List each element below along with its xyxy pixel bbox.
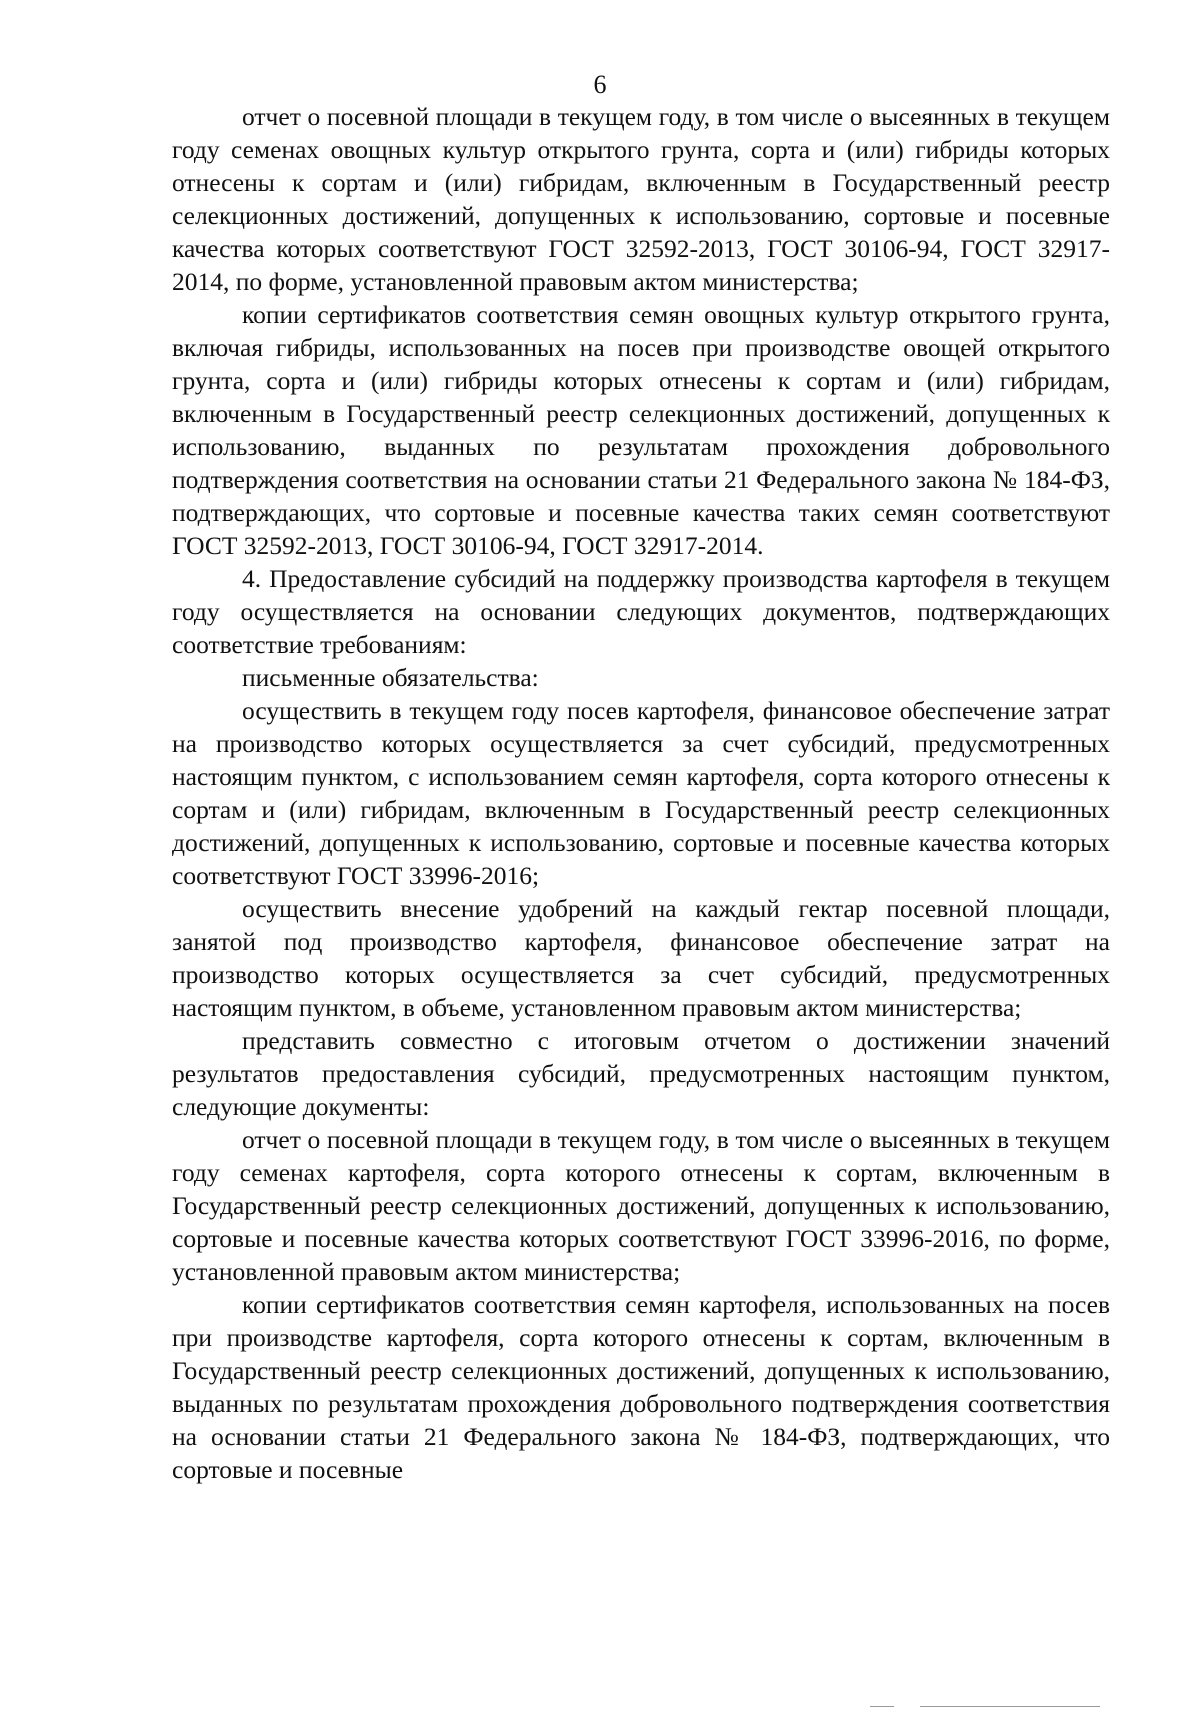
paragraph-certificates-vegetables: копии сертификатов соответствия семян овощных культур открытого грунта, включая гибриды, использованных на посев при производстве овощей открытого грунта, сорта и (или) гибриды которых отнесены к сортам и (или) гибридам, включенным в Государственный реестр селекционных достижений, допущенных к использованию, выданных по результатам прохождения добровольного подтверждения соответствия на основании статьи 21 Федерального закона № 184-ФЗ, подтверждающих, что сортовые и посевные качества таких семян соответствуют ГОСТ 32592-2013, ГОСТ 30106-94, ГОСТ 32917-2014. <box>172 300 1110 560</box>
paragraph-submit-documents: представить совместно с итоговым отчетом о достижении значений результатов предоставления субсидий, предусмотренных настоящим пунктом, следующие документы: <box>172 1026 1110 1121</box>
paragraph-potato-subsidy-clause: 4. Предоставление субсидий на поддержку производства картофеля в текущем году осуществляется на основании следующих документов, подтверждающих соответствие требованиям: <box>172 564 1110 659</box>
scan-artifact-line <box>870 1706 894 1707</box>
page-number: 6 <box>593 70 607 99</box>
document-body <box>172 100 1110 1486</box>
scan-artifact-line <box>1010 1706 1100 1707</box>
paragraph-written-obligations: письменные обязательства: <box>242 663 539 692</box>
paragraph-certificates-potato: копии сертификатов соответствия семян картофеля, использованных на посев при производстве картофеля, сорта которого отнесены к сортам, включенным в Государственный реестр селекционных достижений, допущенных к использованию, выданных по результатам прохождения добровольного подтверждения соответствия на основании статьи 21 Федерального закона № 184-ФЗ, подтверждающих, что сортовые и посевные <box>172 1290 1110 1484</box>
paragraph-sowing-report-potato: отчет о посевной площади в текущем году, в том числе о высеянных в текущем году семенах картофеля, сорта которого отнесены к сортам, включенным в Государственный реестр селекционных достижений, допущенных к использованию, сортовые и посевные качества которых соответствуют ГОСТ 33996-2016, по форме, установленной правовым актом министерства; <box>172 1125 1110 1286</box>
paragraph-potato-sowing-obligation: осуществить в текущем году посев картофеля, финансовое обеспечение затрат на производство которых осуществляется за счет субсидий, предусмотренных настоящим пунктом, с использованием семян картофеля, сорта которого отнесены к сортам и (или) гибридам, включенным в Государственный реестр селекционных достижений, допущенных к использованию, сортовые и посевные качества которых соответствуют ГОСТ 33996-2016; <box>172 696 1110 890</box>
scan-artifact-line <box>920 1706 1010 1707</box>
paragraph-sowing-report-vegetables: отчет о посевной площади в текущем году, в том числе о высеянных в текущем году семенах овощных культур открытого грунта, сорта и (или) гибриды которых отнесены к сортам и (или) гибридам, включенным в Государственный реестр селекционных достижений, допущенных к использованию, сортовые и посевные качества которых соответствуют ГОСТ 32592-2013, ГОСТ 30106-94, ГОСТ 32917-2014, по форме, установленной правовым актом министерства; <box>172 102 1110 296</box>
paragraph-fertilizer-obligation: осуществить внесение удобрений на каждый гектар посевной площади, занятой под производство картофеля, финансовое обеспечение затрат на производство которых осуществляется за счет субсидий, предусмотренных настоящим пунктом, в объеме, установленном правовым актом министерства; <box>172 894 1110 1022</box>
